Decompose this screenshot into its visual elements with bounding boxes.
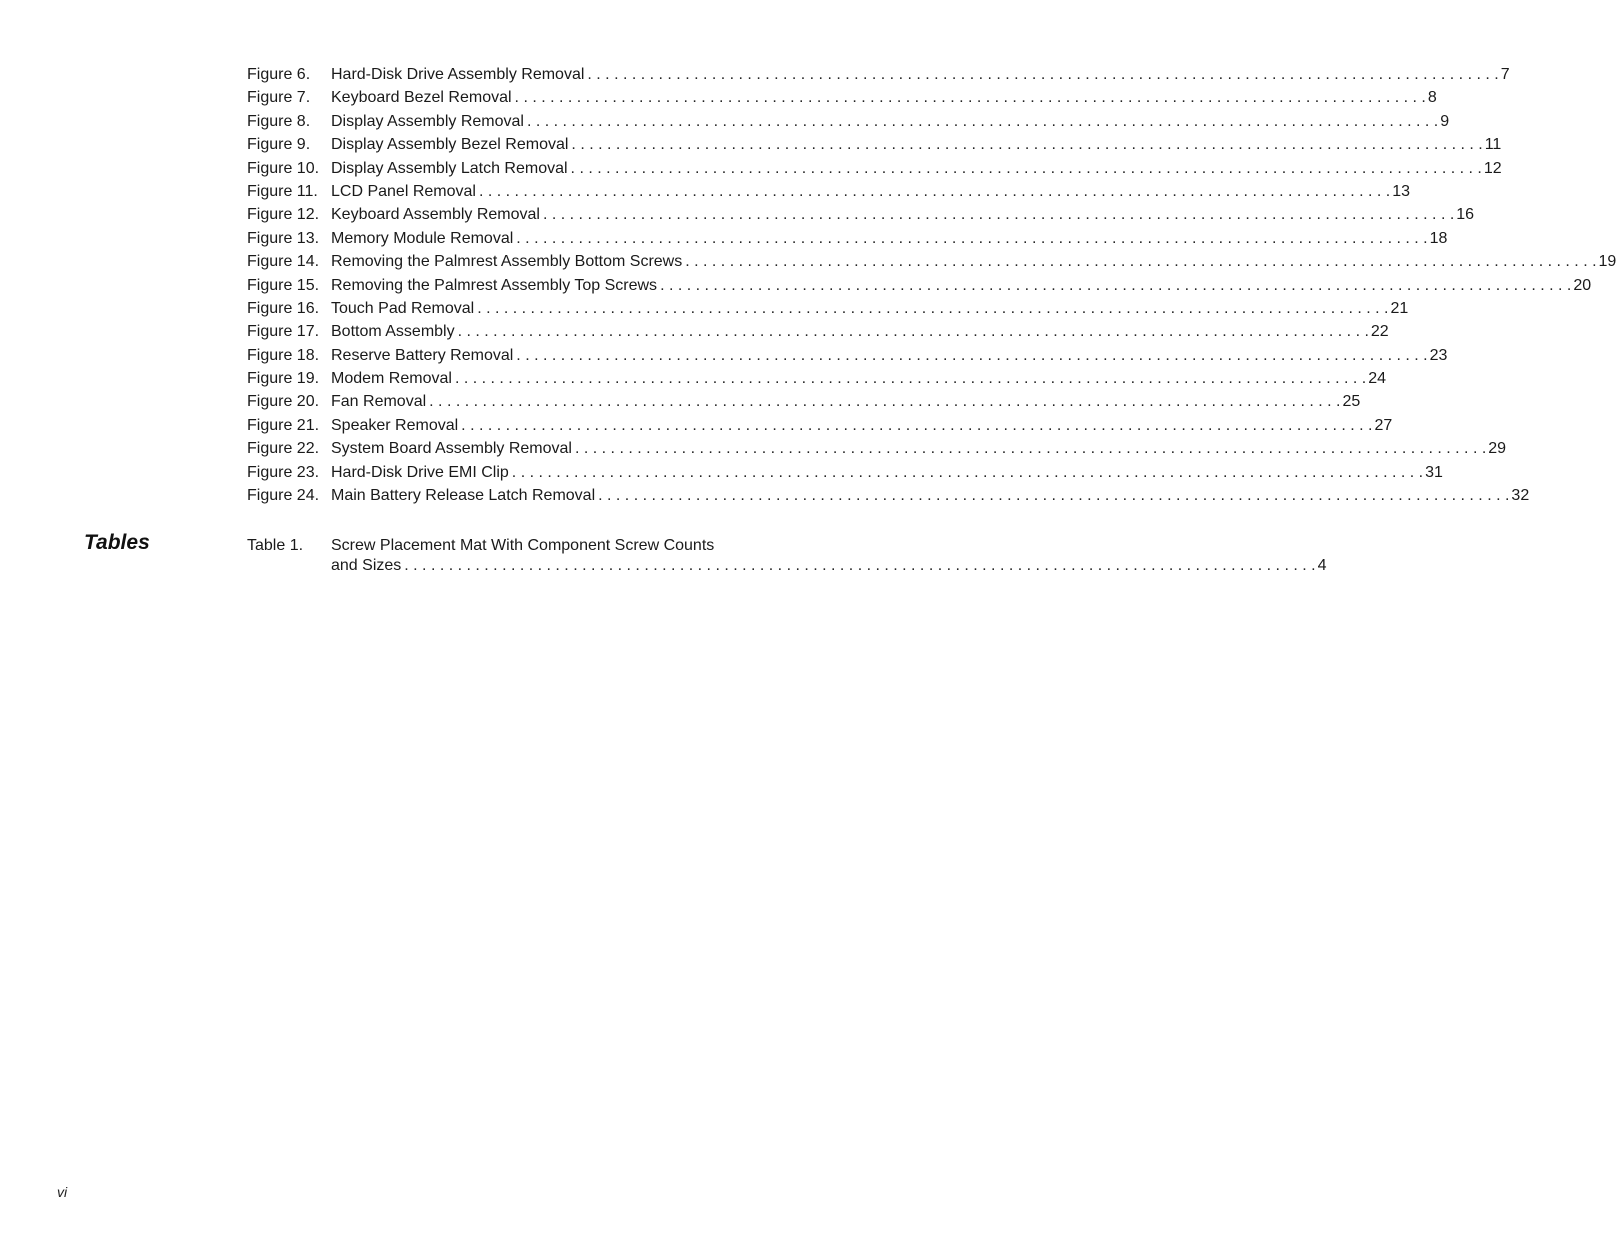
figure-label: Figure 16. [247, 299, 320, 317]
toc-entry-table-1[interactable] [247, 536, 1327, 575]
toc-entry-figure-6[interactable] [247, 63, 1510, 86]
dot-leader [543, 203, 1454, 226]
dot-leader [461, 414, 1372, 437]
figure-label: Figure 7. [247, 89, 311, 107]
figure-page-number: 16 [1456, 206, 1475, 224]
table-title-line2: and Sizes [331, 556, 402, 574]
figure-title: Display Assembly Bezel Removal [331, 136, 569, 154]
figure-title: Keyboard Bezel Removal [331, 89, 512, 107]
toc-entry-figure-9[interactable] [247, 133, 1502, 156]
toc-entry-figure-7[interactable] [247, 86, 1437, 109]
figure-label: Figure 17. [247, 323, 320, 341]
dot-leader [477, 297, 1388, 320]
figure-page-number: 32 [1511, 487, 1530, 505]
figure-page-number: 7 [1500, 66, 1510, 83]
figure-page-number: 24 [1368, 370, 1387, 388]
table-title-line2-row [331, 556, 1326, 576]
toc-entry-figure-10[interactable] [247, 157, 1502, 180]
figure-title: Speaker Removal [331, 416, 459, 434]
figure-title: Fan Removal [331, 393, 427, 411]
toc-entry-figure-19[interactable] [247, 367, 1387, 390]
figure-title: Main Battery Release Latch Removal [331, 487, 596, 505]
dot-leader [479, 180, 1390, 203]
dot-leader [575, 437, 1486, 460]
dot-leader [571, 157, 1482, 180]
figure-title: System Board Assembly Removal [331, 440, 572, 458]
figure-page-number: 31 [1425, 463, 1443, 481]
figure-label: Figure 9. [247, 136, 311, 154]
figure-title: Removing the Palmrest Assembly Bottom Screws [331, 253, 683, 271]
figure-label: Figure 20. [247, 393, 320, 411]
figure-page-number: 8 [1427, 89, 1437, 107]
figure-page-number: 29 [1488, 440, 1507, 458]
figure-title: Display Assembly Latch Removal [331, 159, 568, 177]
figure-title: Hard-Disk Drive EMI Clip [331, 463, 509, 481]
figure-page-number: 19 [1598, 253, 1616, 271]
figure-label: Figure 15. [247, 276, 320, 294]
figure-page-number: 13 [1392, 182, 1411, 200]
figures-list [247, 63, 1616, 507]
toc-entry-figure-8[interactable] [247, 110, 1450, 133]
figure-label: Figure 21. [247, 416, 320, 434]
figure-label: Figure 13. [247, 229, 320, 247]
dot-leader [404, 556, 1315, 576]
table-page-number: 4 [1317, 556, 1327, 574]
toc-entry-figure-16[interactable] [247, 297, 1409, 320]
figure-title: Memory Module Removal [331, 229, 514, 247]
dot-leader [571, 133, 1482, 156]
dot-leader [515, 86, 1426, 109]
dot-leader [512, 461, 1423, 484]
figure-page-number: 11 [1484, 136, 1502, 154]
toc-entry-figure-21[interactable] [247, 414, 1393, 437]
toc-entry-figure-24[interactable] [247, 484, 1530, 507]
toc-entry-figure-14[interactable] [247, 250, 1616, 273]
tables-section-heading: Tables [84, 531, 150, 554]
toc-entry-figure-22[interactable] [247, 437, 1507, 460]
figure-title: Removing the Palmrest Assembly Top Screws [331, 276, 658, 294]
figure-page-number: 21 [1390, 299, 1409, 317]
figure-label: Figure 8. [247, 112, 311, 130]
tables-list [247, 536, 1327, 575]
figure-label: Figure 18. [247, 346, 320, 364]
figure-page-number: 12 [1483, 159, 1502, 177]
dot-leader [587, 63, 1498, 86]
dot-leader [455, 367, 1366, 390]
toc-entry-figure-12[interactable] [247, 203, 1475, 226]
dot-leader [527, 110, 1438, 133]
dot-leader [598, 484, 1509, 507]
figure-label: Figure 23. [247, 463, 320, 481]
dot-leader [429, 390, 1340, 413]
dot-leader [516, 227, 1427, 250]
figure-title: Modem Removal [331, 370, 452, 388]
figure-title: LCD Panel Removal [331, 182, 476, 200]
figure-title: Reserve Battery Removal [331, 346, 514, 364]
figure-label: Figure 6. [247, 66, 311, 83]
figure-page-number: 18 [1429, 229, 1448, 247]
figure-page-number: 22 [1370, 323, 1389, 341]
dot-leader [516, 344, 1427, 367]
table-title-line1: Screw Placement Mat With Component Screw Counts [331, 537, 715, 554]
table-entry-body [331, 536, 1326, 575]
toc-entry-figure-20[interactable] [247, 390, 1361, 413]
toc-entry-figure-18[interactable] [247, 344, 1448, 367]
figure-page-number: 25 [1342, 393, 1361, 411]
figure-title: Keyboard Assembly Removal [331, 206, 540, 224]
table-label: Table 1. [247, 537, 304, 554]
figure-page-number: 23 [1429, 346, 1448, 364]
figure-title: Bottom Assembly [331, 323, 455, 341]
figure-label: Figure 14. [247, 253, 320, 271]
page-number-footer: vi [57, 1184, 68, 1200]
figure-page-number: 9 [1440, 112, 1450, 130]
figure-label: Figure 10. [247, 159, 320, 177]
dot-leader [458, 320, 1369, 343]
dot-leader [660, 274, 1571, 297]
toc-entry-figure-11[interactable] [247, 180, 1411, 203]
figure-label: Figure 22. [247, 440, 320, 458]
figure-label: Figure 24. [247, 487, 320, 505]
figure-label: Figure 11. [247, 182, 318, 200]
figure-title: Hard-Disk Drive Assembly Removal [331, 66, 585, 83]
toc-entry-figure-15[interactable] [247, 274, 1592, 297]
toc-entry-figure-13[interactable] [247, 227, 1448, 250]
dot-leader [685, 250, 1596, 273]
figure-title: Display Assembly Removal [331, 112, 524, 130]
toc-entry-figure-17[interactable] [247, 320, 1389, 343]
figure-page-number: 27 [1374, 416, 1393, 434]
toc-entry-figure-23[interactable] [247, 461, 1443, 484]
figure-label: Figure 12. [247, 206, 320, 224]
figure-label: Figure 19. [247, 370, 320, 388]
figure-title: Touch Pad Removal [331, 299, 475, 317]
figure-page-number: 20 [1573, 276, 1592, 294]
